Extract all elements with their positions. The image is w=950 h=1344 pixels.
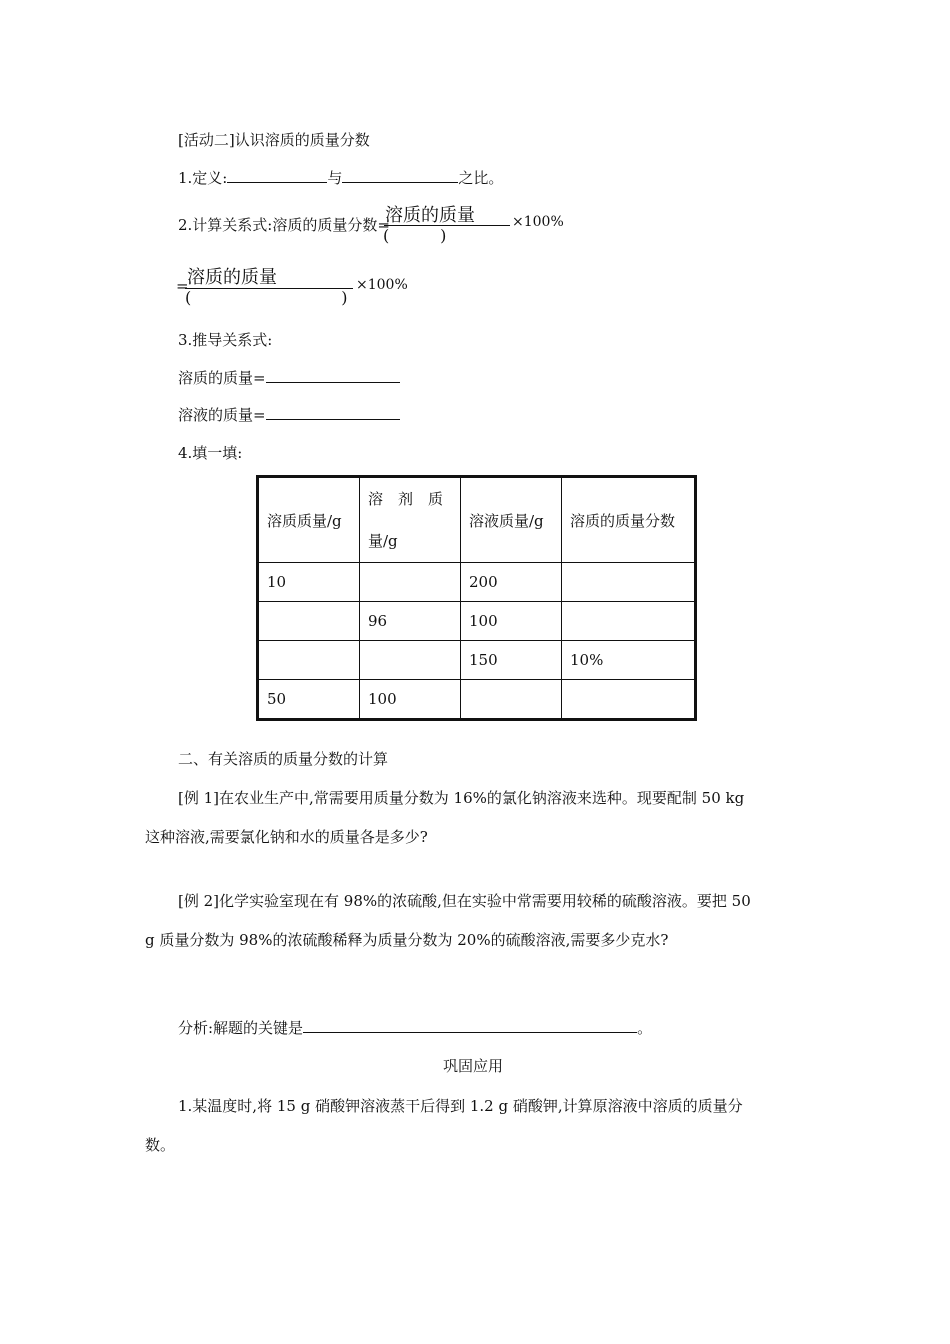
definition-blank-1[interactable] <box>227 168 327 183</box>
solute-mass-line <box>178 367 400 388</box>
section2-title: 二、有关溶质的质量分数的计算 <box>178 750 389 768</box>
solute-mass-label: 溶质的质量= <box>178 369 266 387</box>
table-cell[interactable] <box>562 563 696 602</box>
equals-sign: = <box>176 277 189 295</box>
definition-label: 1.定义: <box>178 169 228 187</box>
table-cell[interactable] <box>258 641 360 680</box>
fraction-numerator-1: 溶质的质量 <box>385 205 475 226</box>
table-row <box>258 563 696 602</box>
solute-mass-blank[interactable] <box>266 368 400 383</box>
fraction-numerator-2: 溶质的质量 <box>187 267 277 288</box>
activity-heading: [活动二]认识溶质的质量分数 <box>178 131 370 149</box>
fill-in-table <box>256 475 697 721</box>
table-cell[interactable]: 150 <box>461 641 562 680</box>
definition-end: 之比。 <box>458 169 504 187</box>
example1-line1: [例 1]在农业生产中,常需要用质量分数为 16%的氯化钠溶液来选种。现要配制 50 kg <box>178 789 745 807</box>
table-cell[interactable]: 96 <box>360 602 461 641</box>
header-mass-fraction: 溶质的质量分数 <box>562 477 696 563</box>
table-row <box>258 602 696 641</box>
analysis-label: 分析:解题的关键是 <box>178 1019 304 1037</box>
table-cell[interactable]: 100 <box>360 680 461 720</box>
q1-line1: 1.某温度时,将 15 g 硝酸钾溶液蒸干后得到 1.2 g 硝酸钾,计算原溶液中溶质的质量分 <box>178 1097 743 1115</box>
table-cell[interactable]: 100 <box>461 602 562 641</box>
table-cell[interactable]: 10% <box>562 641 696 680</box>
header-solvent-mass-line2: 量/g <box>368 532 398 550</box>
fraction-denominator-2[interactable]: ( ) <box>185 288 348 307</box>
times-100-1: ×100% <box>512 214 564 230</box>
solution-mass-blank[interactable] <box>266 405 400 420</box>
definition-mid: 与 <box>327 169 343 187</box>
q1-line2: 数。 <box>145 1136 176 1154</box>
example2-line1: [例 2]化学实验室现在有 98%的浓硫酸,但在实验中常需要用较稀的硫酸溶液。要把 50 <box>178 892 751 910</box>
table-row <box>258 680 696 720</box>
derive-label: 3.推导关系式: <box>178 331 273 349</box>
header-solvent-mass <box>360 477 461 563</box>
table-cell[interactable] <box>258 602 360 641</box>
table-header-row <box>258 477 696 563</box>
times-100-2: ×100% <box>356 277 408 293</box>
table-cell[interactable] <box>360 563 461 602</box>
analysis-blank[interactable] <box>303 1018 637 1033</box>
solution-mass-line <box>178 404 400 425</box>
analysis-line <box>178 1017 652 1038</box>
consolidate-title: 巩固应用 <box>443 1057 504 1075</box>
table-cell[interactable]: 200 <box>461 563 562 602</box>
example2-line2: g 质量分数为 98%的浓硫酸稀释为质量分数为 20%的硫酸溶液,需要多少克水? <box>145 931 669 949</box>
table-cell[interactable]: 10 <box>258 563 360 602</box>
fraction-denominator-1[interactable]: ( ) <box>383 226 447 245</box>
fill-label: 4.填一填: <box>178 444 243 462</box>
definition-line <box>178 167 503 188</box>
solution-mass-label: 溶液的质量= <box>178 406 266 424</box>
table-cell[interactable] <box>562 680 696 720</box>
header-solvent-mass-line1: 溶 剂 质 <box>368 490 444 508</box>
header-solution-mass: 溶液质量/g <box>461 477 562 563</box>
example1-line2: 这种溶液,需要氯化钠和水的质量各是多少? <box>145 828 428 846</box>
calc-label: 2.计算关系式:溶质的质量分数= <box>178 216 390 234</box>
table-row <box>258 641 696 680</box>
definition-blank-2[interactable] <box>342 168 458 183</box>
analysis-end: 。 <box>637 1019 653 1037</box>
header-solute-mass: 溶质质量/g <box>258 477 360 563</box>
table-cell[interactable] <box>461 680 562 720</box>
table-cell[interactable]: 50 <box>258 680 360 720</box>
table-cell[interactable] <box>562 602 696 641</box>
table-cell[interactable] <box>360 641 461 680</box>
